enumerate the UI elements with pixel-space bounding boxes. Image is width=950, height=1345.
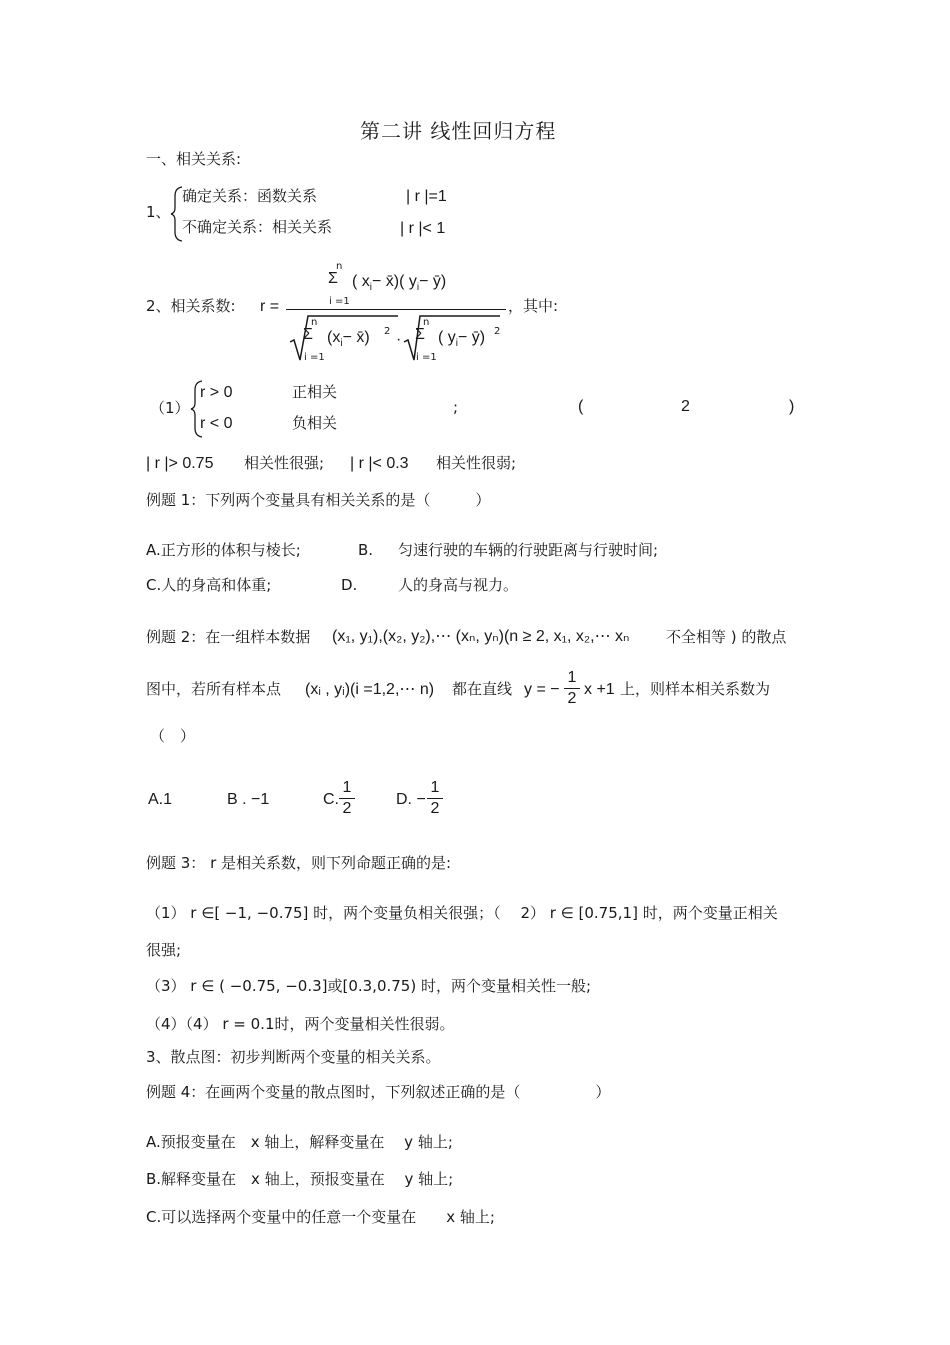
case-negative-text: 负相关 (292, 414, 338, 432)
relation-deterministic-math: | r |=1 (406, 188, 447, 205)
den-dot: · (396, 331, 402, 348)
sum-upper: n (336, 261, 343, 272)
example1-option-d-label: D. (341, 576, 358, 594)
case-semicolon: ; (453, 398, 459, 416)
formula-tail: ，其中: (508, 297, 559, 315)
example1-option-a: A.正方形的体积与棱长; (146, 541, 301, 559)
line-equation-lhs: y = − (524, 681, 560, 698)
case-positive-text: 正相关 (292, 383, 338, 401)
page-title: 第二讲 线性回归方程 (360, 119, 557, 143)
case-label: （1） (150, 399, 190, 417)
den-square-2: 2 (494, 326, 501, 337)
sum-symbol: Σ (328, 270, 338, 287)
weak-threshold: | r |< 0.3 (350, 455, 409, 472)
example2-line2-tail: 上，则样本相关系数为 (620, 680, 771, 698)
example2-line1-tail: 不全相等 ) 的散点 (666, 628, 787, 646)
example1-question: 例题 1：下列两个变量具有相关关系的是（ ） (146, 491, 491, 509)
example3-question: 例题 3： r 是相关系数，则下列命题正确的是: (146, 854, 452, 872)
case-negative-math: r < 0 (200, 415, 233, 432)
example1-option-d: 人的身高与视力。 (398, 576, 519, 594)
den-sum-symbol-2: Σ (415, 326, 425, 343)
strong-text: 相关性很强; (244, 454, 325, 472)
example2-line1: 例题 2：在一组样本数据 (146, 628, 311, 646)
den-sum-upper-2: n (423, 317, 430, 328)
example4-option-a: A.预报变量在 x 轴上，解释变量在 y 轴上; (146, 1133, 453, 1151)
r-equals: r = (260, 298, 280, 315)
weak-text: 相关性很弱; (436, 454, 517, 472)
option-c-fraction: $\frac{1}{2}$ (339, 778, 355, 819)
relation-nondeterministic: 不确定关系：相关关系 (182, 218, 333, 236)
den-sum-index: i =1 (304, 352, 325, 363)
example1-option-b: 匀速行驶的车辆的行驶距离与行驶时间; (398, 541, 659, 559)
item-number: 1、 (146, 203, 171, 221)
example4-option-b: B.解释变量在 x 轴上，预报变量在 y 轴上; (146, 1170, 454, 1188)
strong-threshold: | r |> 0.75 (146, 455, 214, 472)
example3-prop-2-cont: 很强; (146, 941, 182, 959)
example2-option-b: B . −1 (227, 791, 270, 808)
correlation-label: 2、相关系数: (146, 297, 236, 315)
paren-open: ( (578, 398, 584, 415)
section-heading: 一、相关关系: (146, 150, 242, 168)
example1-option-c: C.人的身高和体重; (146, 576, 272, 594)
den-square: 2 (384, 326, 391, 337)
example3-prop-3: （3） r ∈ ( −0.75, −0.3]或[0.3,0.75) 时，两个变量相关性一般; (146, 977, 592, 995)
option-d-fraction: $\frac{1}{2}$ (427, 778, 443, 819)
relation-nondeterministic-math: | r |< 1 (400, 220, 446, 237)
example4-question: 例题 4：在画两个变量的散点图时，下列叙述正确的是（ ） (146, 1083, 611, 1101)
den-sum-symbol: Σ (303, 326, 313, 343)
example4-option-c: C.可以选择两个变量中的任意一个变量在 x 轴上; (146, 1208, 495, 1226)
example3-prop-4: （4）（4） r = 0.1时，两个变量相关性很弱。 (146, 1015, 455, 1033)
den-sum-index-2: i =1 (416, 352, 437, 363)
case-positive-math: r > 0 (200, 384, 233, 401)
example2-option-c: C. (323, 791, 339, 808)
scatter-heading: 3、散点图：初步判断两个变量的相关关系。 (146, 1048, 441, 1066)
example2-option-d: D. − (396, 791, 426, 808)
example2-line2: 图中，若所有样本点 (146, 680, 282, 698)
example2-sample-math: (x₁, y₁),(x₂, y₂),⋯ (xₙ, yₙ)(n ≥ 2, x₁, x₂,⋯ xₙ (332, 628, 630, 645)
example2-line2-mid: 都在直线 (452, 680, 513, 698)
numerator-expr: ( $x_i-$ x̄)( $y_i-$ ȳ) (352, 273, 447, 293)
paren-close: ) (789, 398, 795, 415)
relation-deterministic: 确定关系：函数关系 (182, 187, 318, 205)
example2-points-math: (xᵢ , yᵢ)(i =1,2,⋯ n) (305, 681, 435, 698)
fraction-bar (286, 309, 506, 310)
example2-answer-blank: （ ） (150, 727, 196, 745)
paren-number: 2 (681, 398, 690, 415)
example1-option-b-label: B. (358, 541, 374, 559)
sum-index: i =1 (329, 296, 350, 307)
den-sum-upper: n (311, 317, 318, 328)
example3-prop-1-2: （1） r ∈[ −1, −0.75] 时，两个变量负相关很强；（ 2） r ∈ [0.75,1] 时，两个变量正相关 (146, 904, 778, 922)
example2-option-a: A.1 (148, 791, 173, 808)
line-slope-fraction: $\frac{1}{2}$ (564, 668, 580, 709)
den-expr-y: ( $y_i-$ ȳ) (438, 329, 486, 349)
line-equation-rhs: x +1 (584, 681, 615, 698)
den-expr-x: ($x_i-$ x̄) (327, 329, 370, 349)
